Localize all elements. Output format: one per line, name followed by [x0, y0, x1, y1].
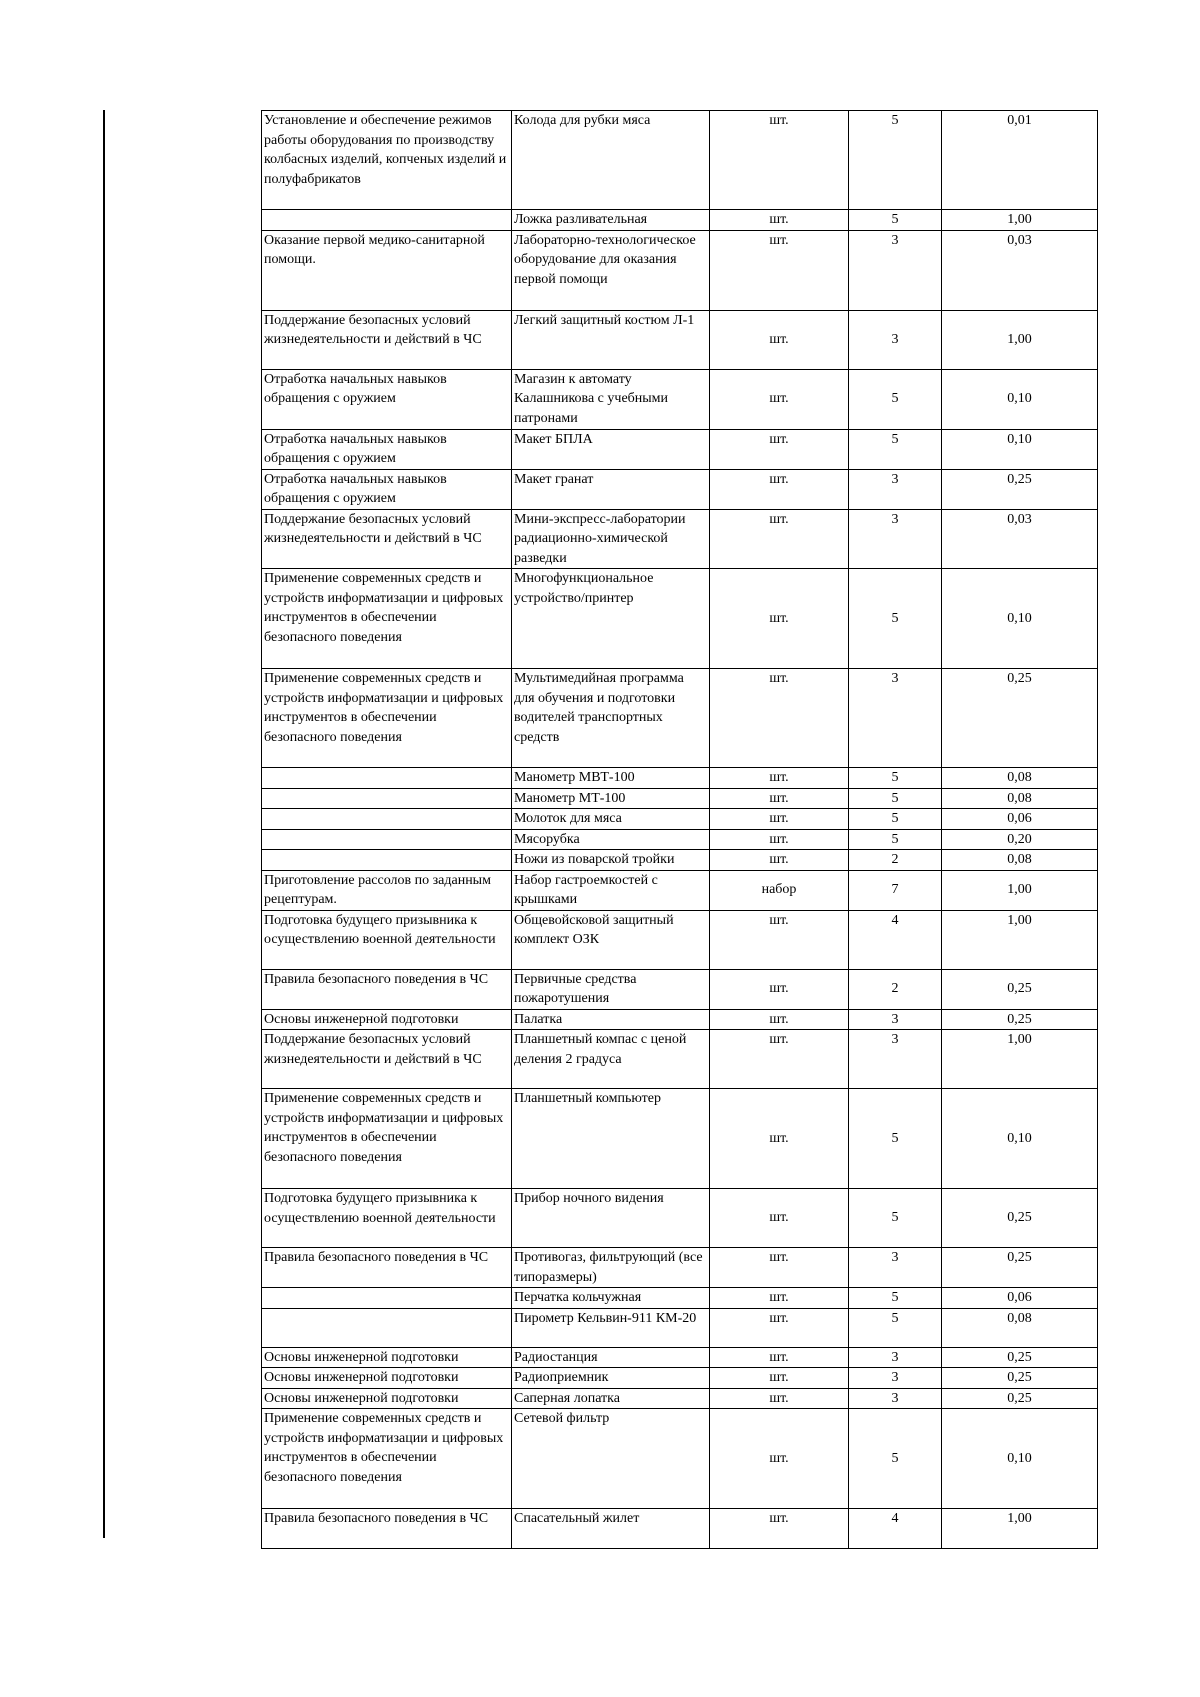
table-row [262, 788, 1098, 809]
table-row [262, 509, 1098, 569]
table-row [262, 910, 1098, 969]
unit-cell: шт. [710, 310, 849, 369]
topic-cell: Поддержание безопасных условий жизнедеятельности и действий в ЧС [262, 509, 512, 569]
quantity-cell: 2 [849, 850, 942, 871]
topic-cell [262, 1288, 512, 1309]
topic-cell: Применение современных средств и устройств информатизации и цифровых инструментов в обеспечении безопасного поведения [262, 669, 512, 768]
topic-cell: Отработка начальных навыков обращения с оружием [262, 469, 512, 509]
topic-cell [262, 850, 512, 871]
coefficient-cell: 1,00 [942, 310, 1098, 369]
page-margin-line [103, 110, 105, 1538]
coefficient-cell: 0,08 [942, 1308, 1098, 1347]
unit-cell: шт. [710, 1009, 849, 1030]
topic-cell: Основы инженерной подготовки [262, 1388, 512, 1409]
table-row [262, 1388, 1098, 1409]
item-name-cell: Манометр МВТ-100 [512, 768, 710, 789]
quantity-cell: 5 [849, 1409, 942, 1509]
topic-cell [262, 210, 512, 231]
topic-cell: Подготовка будущего призывника к осуществлению военной деятельности [262, 1189, 512, 1248]
unit-cell: шт. [710, 1288, 849, 1309]
item-name-cell: Перчатка кольчужная [512, 1288, 710, 1309]
equipment-table [261, 110, 1098, 1549]
item-name-cell: Макет гранат [512, 469, 710, 509]
coefficient-cell: 0,10 [942, 569, 1098, 669]
coefficient-cell: 0,25 [942, 1189, 1098, 1248]
item-name-cell: Многофункциональное устройство/принтер [512, 569, 710, 669]
table-row [262, 111, 1098, 210]
item-name-cell: Ножи из поварской тройки [512, 850, 710, 871]
table-row [262, 850, 1098, 871]
coefficient-cell: 0,08 [942, 768, 1098, 789]
item-name-cell: Саперная лопатка [512, 1388, 710, 1409]
unit-cell: шт. [710, 230, 849, 310]
quantity-cell: 5 [849, 369, 942, 429]
quantity-cell: 3 [849, 230, 942, 310]
topic-cell [262, 809, 512, 830]
quantity-cell: 5 [849, 768, 942, 789]
unit-cell: шт. [710, 1248, 849, 1288]
coefficient-cell: 0,25 [942, 1248, 1098, 1288]
quantity-cell: 3 [849, 310, 942, 369]
unit-cell: шт. [710, 1347, 849, 1368]
item-name-cell: Палатка [512, 1009, 710, 1030]
quantity-cell: 3 [849, 1368, 942, 1389]
topic-cell: Правила безопасного поведения в ЧС [262, 969, 512, 1009]
item-name-cell: Мясорубка [512, 829, 710, 850]
topic-cell: Применение современных средств и устройств информатизации и цифровых инструментов в обеспечении безопасного поведения [262, 569, 512, 669]
item-name-cell: Прибор ночного видения [512, 1189, 710, 1248]
table-row [262, 1308, 1098, 1347]
coefficient-cell: 0,08 [942, 850, 1098, 871]
table-row [262, 1189, 1098, 1248]
table-row [262, 669, 1098, 768]
topic-cell: Приготовление рассолов по заданным рецептурам. [262, 870, 512, 910]
unit-cell: шт. [710, 1030, 849, 1089]
unit-cell: шт. [710, 210, 849, 231]
table-row [262, 809, 1098, 830]
topic-cell: Поддержание безопасных условий жизнедеятельности и действий в ЧС [262, 310, 512, 369]
unit-cell: шт. [710, 829, 849, 850]
coefficient-cell: 0,25 [942, 1368, 1098, 1389]
coefficient-cell: 0,25 [942, 1347, 1098, 1368]
item-name-cell: Магазин к автомату Калашникова с учебными патронами [512, 369, 710, 429]
quantity-cell: 4 [849, 1509, 942, 1549]
item-name-cell: Первичные средства пожаротушения [512, 969, 710, 1009]
unit-cell: шт. [710, 469, 849, 509]
topic-cell: Подготовка будущего призывника к осуществлению военной деятельности [262, 910, 512, 969]
unit-cell: шт. [710, 1509, 849, 1549]
quantity-cell: 3 [849, 469, 942, 509]
topic-cell: Применение современных средств и устройств информатизации и цифровых инструментов в обеспечении безопасного поведения [262, 1089, 512, 1189]
unit-cell: шт. [710, 1189, 849, 1248]
item-name-cell: Планшетный компьютер [512, 1089, 710, 1189]
table-row [262, 369, 1098, 429]
quantity-cell: 5 [849, 210, 942, 231]
quantity-cell: 5 [849, 1308, 942, 1347]
topic-cell: Отработка начальных навыков обращения с оружием [262, 429, 512, 469]
table-row [262, 429, 1098, 469]
item-name-cell: Ложка разливательная [512, 210, 710, 231]
unit-cell: шт. [710, 1368, 849, 1389]
quantity-cell: 3 [849, 1388, 942, 1409]
item-name-cell: Мини-экспресс-лаборатории радиационно-химической разведки [512, 509, 710, 569]
topic-cell: Установление и обеспечение режимов работы оборудования по производству колбасных изделий, копченых изделий и полуфабрикатов [262, 111, 512, 210]
unit-cell: шт. [710, 669, 849, 768]
quantity-cell: 2 [849, 969, 942, 1009]
coefficient-cell: 0,20 [942, 829, 1098, 850]
item-name-cell: Сетевой фильтр [512, 1409, 710, 1509]
unit-cell: шт. [710, 768, 849, 789]
topic-cell [262, 829, 512, 850]
topic-cell: Поддержание безопасных условий жизнедеятельности и действий в ЧС [262, 1030, 512, 1089]
quantity-cell: 5 [849, 809, 942, 830]
unit-cell: шт. [710, 809, 849, 830]
item-name-cell: Общевойсковой защитный комплект ОЗК [512, 910, 710, 969]
unit-cell: шт. [710, 788, 849, 809]
coefficient-cell: 0,10 [942, 369, 1098, 429]
coefficient-cell: 0,25 [942, 469, 1098, 509]
table-row [262, 569, 1098, 669]
coefficient-cell: 1,00 [942, 910, 1098, 969]
unit-cell: шт. [710, 1409, 849, 1509]
table-row [262, 310, 1098, 369]
table-row [262, 969, 1098, 1009]
item-name-cell: Спасательный жилет [512, 1509, 710, 1549]
coefficient-cell: 0,25 [942, 1388, 1098, 1409]
topic-cell [262, 768, 512, 789]
unit-cell: набор [710, 870, 849, 910]
topic-cell: Основы инженерной подготовки [262, 1009, 512, 1030]
quantity-cell: 5 [849, 569, 942, 669]
item-name-cell: Пирометр Кельвин-911 КМ-20 [512, 1308, 710, 1347]
table-row [262, 768, 1098, 789]
quantity-cell: 5 [849, 111, 942, 210]
quantity-cell: 3 [849, 1009, 942, 1030]
coefficient-cell: 0,08 [942, 788, 1098, 809]
item-name-cell: Молоток для мяса [512, 809, 710, 830]
item-name-cell: Планшетный компас с ценой деления 2 градуса [512, 1030, 710, 1089]
coefficient-cell: 0,03 [942, 230, 1098, 310]
coefficient-cell: 0,06 [942, 809, 1098, 830]
quantity-cell: 5 [849, 829, 942, 850]
unit-cell: шт. [710, 569, 849, 669]
item-name-cell: Манометр МТ-100 [512, 788, 710, 809]
coefficient-cell: 0,03 [942, 509, 1098, 569]
quantity-cell: 3 [849, 1347, 942, 1368]
table-row [262, 1368, 1098, 1389]
item-name-cell: Радиостанция [512, 1347, 710, 1368]
unit-cell: шт. [710, 429, 849, 469]
item-name-cell: Легкий защитный костюм Л-1 [512, 310, 710, 369]
equipment-table-body [262, 111, 1098, 1549]
table-row [262, 1409, 1098, 1509]
unit-cell: шт. [710, 111, 849, 210]
table-row [262, 230, 1098, 310]
coefficient-cell: 0,06 [942, 1288, 1098, 1309]
unit-cell: шт. [710, 1308, 849, 1347]
quantity-cell: 4 [849, 910, 942, 969]
coefficient-cell: 1,00 [942, 1509, 1098, 1549]
table-row [262, 829, 1098, 850]
topic-cell: Правила безопасного поведения в ЧС [262, 1509, 512, 1549]
topic-cell [262, 1308, 512, 1347]
unit-cell: шт. [710, 969, 849, 1009]
topic-cell: Применение современных средств и устройств информатизации и цифровых инструментов в обеспечении безопасного поведения [262, 1409, 512, 1509]
coefficient-cell: 0,10 [942, 429, 1098, 469]
table-row [262, 469, 1098, 509]
table-row [262, 1248, 1098, 1288]
unit-cell: шт. [710, 1089, 849, 1189]
coefficient-cell: 0,10 [942, 1089, 1098, 1189]
unit-cell: шт. [710, 910, 849, 969]
unit-cell: шт. [710, 369, 849, 429]
coefficient-cell: 1,00 [942, 1030, 1098, 1089]
topic-cell: Оказание первой медико-санитарной помощи. [262, 230, 512, 310]
coefficient-cell: 1,00 [942, 210, 1098, 231]
topic-cell [262, 788, 512, 809]
quantity-cell: 5 [849, 1089, 942, 1189]
quantity-cell: 5 [849, 429, 942, 469]
item-name-cell: Мультимедийная программа для обучения и подготовки водителей транспортных средств [512, 669, 710, 768]
coefficient-cell: 0,10 [942, 1409, 1098, 1509]
quantity-cell: 3 [849, 1030, 942, 1089]
coefficient-cell: 0,25 [942, 669, 1098, 768]
item-name-cell: Набор гастроемкостей с крышками [512, 870, 710, 910]
item-name-cell: Макет БПЛА [512, 429, 710, 469]
topic-cell: Основы инженерной подготовки [262, 1368, 512, 1389]
quantity-cell: 5 [849, 1189, 942, 1248]
table-row [262, 1089, 1098, 1189]
item-name-cell: Лабораторно-технологическое оборудование для оказания первой помощи [512, 230, 710, 310]
table-row [262, 1347, 1098, 1368]
quantity-cell: 3 [849, 509, 942, 569]
table-row [262, 1030, 1098, 1089]
quantity-cell: 3 [849, 669, 942, 768]
table-row [262, 210, 1098, 231]
quantity-cell: 5 [849, 1288, 942, 1309]
table-row [262, 1009, 1098, 1030]
item-name-cell: Радиоприемник [512, 1368, 710, 1389]
unit-cell: шт. [710, 850, 849, 871]
quantity-cell: 5 [849, 788, 942, 809]
table-row [262, 1509, 1098, 1549]
coefficient-cell: 0,01 [942, 111, 1098, 210]
quantity-cell: 3 [849, 1248, 942, 1288]
coefficient-cell: 1,00 [942, 870, 1098, 910]
unit-cell: шт. [710, 509, 849, 569]
item-name-cell: Противогаз, фильтрующий (все типоразмеры) [512, 1248, 710, 1288]
table-row [262, 1288, 1098, 1309]
unit-cell: шт. [710, 1388, 849, 1409]
item-name-cell: Колода для рубки мяса [512, 111, 710, 210]
topic-cell: Основы инженерной подготовки [262, 1347, 512, 1368]
topic-cell: Отработка начальных навыков обращения с оружием [262, 369, 512, 429]
quantity-cell: 7 [849, 870, 942, 910]
coefficient-cell: 0,25 [942, 969, 1098, 1009]
topic-cell: Правила безопасного поведения в ЧС [262, 1248, 512, 1288]
table-row [262, 870, 1098, 910]
coefficient-cell: 0,25 [942, 1009, 1098, 1030]
